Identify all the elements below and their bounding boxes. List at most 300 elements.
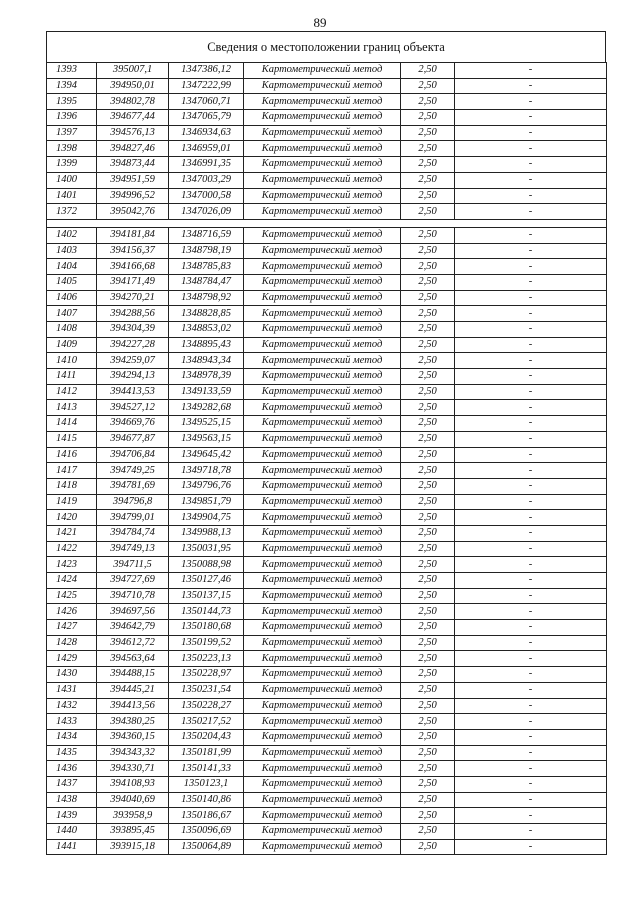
method-cell: Картометрический метод (244, 541, 401, 557)
table-row (47, 274, 607, 290)
x-coordinate-cell: 394166,68 (97, 259, 169, 275)
x-coordinate-cell: 394563,64 (97, 651, 169, 667)
x-coordinate-cell: 394951,59 (97, 172, 169, 188)
point-number-cell: 1436 (47, 761, 97, 777)
y-coordinate-cell: 1348828,85 (169, 306, 244, 322)
x-coordinate-cell: 394749,25 (97, 463, 169, 479)
y-coordinate-cell: 1350228,27 (169, 698, 244, 714)
method-cell: Картометрический метод (244, 274, 401, 290)
error-cell: 2,50 (401, 400, 455, 416)
description-cell: - (455, 808, 607, 824)
point-number-cell: 1399 (47, 157, 97, 173)
error-cell: 2,50 (401, 463, 455, 479)
method-cell: Картометрический метод (244, 698, 401, 714)
error-cell: 2,50 (401, 620, 455, 636)
table-row (47, 306, 607, 322)
x-coordinate-cell: 394227,28 (97, 337, 169, 353)
y-coordinate-cell: 1350217,52 (169, 714, 244, 730)
y-coordinate-cell: 1350140,86 (169, 792, 244, 808)
table-row (47, 94, 607, 110)
description-cell: - (455, 588, 607, 604)
error-cell: 2,50 (401, 384, 455, 400)
method-cell: Картометрический метод (244, 384, 401, 400)
y-coordinate-cell: 1349796,76 (169, 478, 244, 494)
error-cell: 2,50 (401, 259, 455, 275)
table-row (47, 525, 607, 541)
page-number: 89 (313, 15, 327, 30)
method-cell: Картометрический метод (244, 188, 401, 204)
y-coordinate-cell: 1350186,67 (169, 808, 244, 824)
y-coordinate-cell: 1349133,59 (169, 384, 244, 400)
y-coordinate-cell: 1348853,02 (169, 322, 244, 338)
description-cell: - (455, 447, 607, 463)
method-cell: Картометрический метод (244, 290, 401, 306)
method-cell: Картометрический метод (244, 227, 401, 243)
method-cell: Картометрический метод (244, 322, 401, 338)
error-cell: 2,50 (401, 729, 455, 745)
description-cell: - (455, 776, 607, 792)
point-number-cell: 1372 (47, 204, 97, 220)
table-row (47, 369, 607, 385)
point-number-cell: 1413 (47, 400, 97, 416)
x-coordinate-cell: 395042,76 (97, 204, 169, 220)
method-cell: Картометрический метод (244, 125, 401, 141)
point-number-cell: 1412 (47, 384, 97, 400)
point-number-cell: 1409 (47, 337, 97, 353)
point-number-cell: 1441 (47, 839, 97, 855)
point-number-cell: 1401 (47, 188, 97, 204)
point-number-cell: 1393 (47, 63, 97, 79)
x-coordinate-cell: 394710,78 (97, 588, 169, 604)
table-row (47, 290, 607, 306)
y-coordinate-cell: 1348716,59 (169, 227, 244, 243)
x-coordinate-cell: 394996,52 (97, 188, 169, 204)
description-cell: - (455, 274, 607, 290)
point-number-cell: 1398 (47, 141, 97, 157)
description-cell: - (455, 745, 607, 761)
method-cell: Картометрический метод (244, 337, 401, 353)
y-coordinate-cell: 1350141,33 (169, 761, 244, 777)
table-row (47, 353, 607, 369)
error-cell: 2,50 (401, 698, 455, 714)
x-coordinate-cell: 394802,78 (97, 94, 169, 110)
point-number-cell: 1432 (47, 698, 97, 714)
description-cell: - (455, 824, 607, 840)
point-number-cell: 1411 (47, 369, 97, 385)
table-row (47, 729, 607, 745)
error-cell: 2,50 (401, 635, 455, 651)
table-row (47, 204, 607, 220)
point-number-cell: 1403 (47, 243, 97, 259)
description-cell: - (455, 604, 607, 620)
y-coordinate-cell: 1347003,29 (169, 172, 244, 188)
error-cell: 2,50 (401, 494, 455, 510)
description-cell: - (455, 243, 607, 259)
point-number-cell: 1429 (47, 651, 97, 667)
description-cell: - (455, 651, 607, 667)
x-coordinate-cell: 394270,21 (97, 290, 169, 306)
x-coordinate-cell: 394445,21 (97, 682, 169, 698)
x-coordinate-cell: 393958,9 (97, 808, 169, 824)
description-cell: - (455, 141, 607, 157)
method-cell: Картометрический метод (244, 604, 401, 620)
y-coordinate-cell: 1348943,34 (169, 353, 244, 369)
y-coordinate-cell: 1348784,47 (169, 274, 244, 290)
y-coordinate-cell: 1350031,95 (169, 541, 244, 557)
x-coordinate-cell: 394304,39 (97, 322, 169, 338)
point-number-cell: 1396 (47, 110, 97, 126)
table-row (47, 172, 607, 188)
error-cell: 2,50 (401, 525, 455, 541)
description-cell: - (455, 635, 607, 651)
x-coordinate-cell: 394950,01 (97, 78, 169, 94)
table-row (47, 463, 607, 479)
description-cell: - (455, 369, 607, 385)
point-number-cell: 1420 (47, 510, 97, 526)
description-cell: - (455, 698, 607, 714)
error-cell: 2,50 (401, 172, 455, 188)
table-row (47, 698, 607, 714)
table-row (47, 141, 607, 157)
x-coordinate-cell: 394799,01 (97, 510, 169, 526)
table-row (47, 259, 607, 275)
y-coordinate-cell: 1350181,99 (169, 745, 244, 761)
x-coordinate-cell: 394677,87 (97, 431, 169, 447)
error-cell: 2,50 (401, 63, 455, 79)
method-cell: Картометрический метод (244, 792, 401, 808)
table-row (47, 667, 607, 683)
description-cell: - (455, 667, 607, 683)
description-cell: - (455, 494, 607, 510)
y-coordinate-cell: 1349904,75 (169, 510, 244, 526)
point-number-cell: 1433 (47, 714, 97, 730)
x-coordinate-cell: 394330,71 (97, 761, 169, 777)
x-coordinate-cell: 394171,49 (97, 274, 169, 290)
error-cell: 2,50 (401, 369, 455, 385)
point-number-cell: 1416 (47, 447, 97, 463)
y-coordinate-cell: 1350137,15 (169, 588, 244, 604)
table-row (47, 157, 607, 173)
table-row (47, 400, 607, 416)
x-coordinate-cell: 394727,69 (97, 573, 169, 589)
method-cell: Картометрический метод (244, 78, 401, 94)
method-cell: Картометрический метод (244, 141, 401, 157)
method-cell: Картометрический метод (244, 94, 401, 110)
table-row (47, 227, 607, 243)
description-cell: - (455, 353, 607, 369)
method-cell: Картометрический метод (244, 63, 401, 79)
description-cell: - (455, 557, 607, 573)
x-coordinate-cell: 394677,44 (97, 110, 169, 126)
point-number-cell: 1402 (47, 227, 97, 243)
error-cell: 2,50 (401, 141, 455, 157)
error-cell: 2,50 (401, 824, 455, 840)
description-cell: - (455, 463, 607, 479)
error-cell: 2,50 (401, 792, 455, 808)
error-cell: 2,50 (401, 510, 455, 526)
table-row (47, 824, 607, 840)
table-row (47, 322, 607, 338)
table-row (47, 776, 607, 792)
y-coordinate-cell: 1346959,01 (169, 141, 244, 157)
method-cell: Картометрический метод (244, 478, 401, 494)
table-row (47, 63, 607, 79)
y-coordinate-cell: 1350199,52 (169, 635, 244, 651)
point-number-cell: 1434 (47, 729, 97, 745)
table-row (47, 635, 607, 651)
point-number-cell: 1410 (47, 353, 97, 369)
method-cell: Картометрический метод (244, 761, 401, 777)
point-number-cell: 1419 (47, 494, 97, 510)
error-cell: 2,50 (401, 557, 455, 573)
x-coordinate-cell: 394576,13 (97, 125, 169, 141)
point-number-cell: 1425 (47, 588, 97, 604)
table-row (47, 337, 607, 353)
y-coordinate-cell: 1347026,09 (169, 204, 244, 220)
y-coordinate-cell: 1350088,98 (169, 557, 244, 573)
coordinates-table (46, 62, 607, 855)
method-cell: Картометрический метод (244, 157, 401, 173)
x-coordinate-cell: 394669,76 (97, 416, 169, 432)
description-cell: - (455, 227, 607, 243)
y-coordinate-cell: 1349718,78 (169, 463, 244, 479)
description-cell: - (455, 306, 607, 322)
method-cell: Картометрический метод (244, 824, 401, 840)
table-row (47, 478, 607, 494)
point-number-cell: 1400 (47, 172, 97, 188)
y-coordinate-cell: 1348798,19 (169, 243, 244, 259)
error-cell: 2,50 (401, 110, 455, 126)
description-cell: - (455, 431, 607, 447)
method-cell: Картометрический метод (244, 808, 401, 824)
point-number-cell: 1427 (47, 620, 97, 636)
point-number-cell: 1407 (47, 306, 97, 322)
table-row (47, 620, 607, 636)
y-coordinate-cell: 1347060,71 (169, 94, 244, 110)
description-cell: - (455, 172, 607, 188)
table-row (47, 447, 607, 463)
table-row (47, 604, 607, 620)
error-cell: 2,50 (401, 682, 455, 698)
description-cell: - (455, 839, 607, 855)
error-cell: 2,50 (401, 667, 455, 683)
description-cell: - (455, 157, 607, 173)
table-row (47, 510, 607, 526)
description-cell: - (455, 729, 607, 745)
y-coordinate-cell: 1349988,13 (169, 525, 244, 541)
description-cell: - (455, 478, 607, 494)
table-row (47, 125, 607, 141)
error-cell: 2,50 (401, 431, 455, 447)
point-number-cell: 1421 (47, 525, 97, 541)
y-coordinate-cell: 1350231,54 (169, 682, 244, 698)
error-cell: 2,50 (401, 745, 455, 761)
method-cell: Картометрический метод (244, 172, 401, 188)
table-row (47, 110, 607, 126)
x-coordinate-cell: 393895,45 (97, 824, 169, 840)
table-row (47, 188, 607, 204)
y-coordinate-cell: 1348895,43 (169, 337, 244, 353)
method-cell: Картометрический метод (244, 259, 401, 275)
method-cell: Картометрический метод (244, 557, 401, 573)
method-cell: Картометрический метод (244, 714, 401, 730)
point-number-cell: 1423 (47, 557, 97, 573)
x-coordinate-cell: 394749,13 (97, 541, 169, 557)
description-cell: - (455, 337, 607, 353)
table-row (47, 792, 607, 808)
description-cell: - (455, 682, 607, 698)
x-coordinate-cell: 394873,44 (97, 157, 169, 173)
point-number-cell: 1408 (47, 322, 97, 338)
table-row (47, 682, 607, 698)
method-cell: Картометрический метод (244, 667, 401, 683)
description-cell: - (455, 259, 607, 275)
point-number-cell: 1435 (47, 745, 97, 761)
method-cell: Картометрический метод (244, 588, 401, 604)
table-row (47, 808, 607, 824)
point-number-cell: 1406 (47, 290, 97, 306)
error-cell: 2,50 (401, 157, 455, 173)
error-cell: 2,50 (401, 94, 455, 110)
point-number-cell: 1431 (47, 682, 97, 698)
description-cell: - (455, 525, 607, 541)
method-cell: Картометрический метод (244, 110, 401, 126)
point-number-cell: 1422 (47, 541, 97, 557)
point-number-cell: 1418 (47, 478, 97, 494)
x-coordinate-cell: 394784,74 (97, 525, 169, 541)
table-row (47, 573, 607, 589)
description-cell: - (455, 78, 607, 94)
y-coordinate-cell: 1347000,58 (169, 188, 244, 204)
table-row (47, 494, 607, 510)
x-coordinate-cell: 393915,18 (97, 839, 169, 855)
error-cell: 2,50 (401, 761, 455, 777)
description-cell: - (455, 110, 607, 126)
y-coordinate-cell: 1347065,79 (169, 110, 244, 126)
point-number-cell: 1437 (47, 776, 97, 792)
x-coordinate-cell: 394711,5 (97, 557, 169, 573)
y-coordinate-cell: 1350228,97 (169, 667, 244, 683)
point-number-cell: 1415 (47, 431, 97, 447)
description-cell: - (455, 125, 607, 141)
point-number-cell: 1428 (47, 635, 97, 651)
method-cell: Картометрический метод (244, 353, 401, 369)
error-cell: 2,50 (401, 337, 455, 353)
boundary-sheet (46, 31, 606, 855)
y-coordinate-cell: 1350096,69 (169, 824, 244, 840)
table-row (47, 588, 607, 604)
table-row (47, 714, 607, 730)
method-cell: Картометрический метод (244, 463, 401, 479)
error-cell: 2,50 (401, 651, 455, 667)
table-row (47, 431, 607, 447)
description-cell: - (455, 541, 607, 557)
x-coordinate-cell: 394181,84 (97, 227, 169, 243)
description-cell: - (455, 188, 607, 204)
y-coordinate-cell: 1350223,13 (169, 651, 244, 667)
table-row (47, 761, 607, 777)
description-cell: - (455, 384, 607, 400)
separator-cell (47, 219, 607, 227)
x-coordinate-cell: 394108,93 (97, 776, 169, 792)
y-coordinate-cell: 1350064,89 (169, 839, 244, 855)
error-cell: 2,50 (401, 353, 455, 369)
x-coordinate-cell: 394259,07 (97, 353, 169, 369)
error-cell: 2,50 (401, 243, 455, 259)
x-coordinate-cell: 394040,69 (97, 792, 169, 808)
x-coordinate-cell: 394343,32 (97, 745, 169, 761)
x-coordinate-cell: 394697,56 (97, 604, 169, 620)
table-row (47, 78, 607, 94)
x-coordinate-cell: 394294,13 (97, 369, 169, 385)
description-cell: - (455, 322, 607, 338)
error-cell: 2,50 (401, 573, 455, 589)
method-cell: Картометрический метод (244, 573, 401, 589)
method-cell: Картометрический метод (244, 204, 401, 220)
description-cell: - (455, 400, 607, 416)
table-row (47, 243, 607, 259)
point-number-cell: 1430 (47, 667, 97, 683)
error-cell: 2,50 (401, 416, 455, 432)
method-cell: Картометрический метод (244, 306, 401, 322)
table-title: Сведения о местоположении границ объекта (46, 31, 606, 62)
point-number-cell: 1440 (47, 824, 97, 840)
x-coordinate-cell: 394413,53 (97, 384, 169, 400)
y-coordinate-cell: 1349645,42 (169, 447, 244, 463)
x-coordinate-cell: 394796,8 (97, 494, 169, 510)
point-number-cell: 1414 (47, 416, 97, 432)
description-cell: - (455, 416, 607, 432)
point-number-cell: 1426 (47, 604, 97, 620)
x-coordinate-cell: 394288,56 (97, 306, 169, 322)
table-row (47, 384, 607, 400)
error-cell: 2,50 (401, 541, 455, 557)
method-cell: Картометрический метод (244, 682, 401, 698)
point-number-cell: 1424 (47, 573, 97, 589)
point-number-cell: 1438 (47, 792, 97, 808)
method-cell: Картометрический метод (244, 243, 401, 259)
method-cell: Картометрический метод (244, 729, 401, 745)
x-coordinate-cell: 394706,84 (97, 447, 169, 463)
description-cell: - (455, 94, 607, 110)
description-cell: - (455, 714, 607, 730)
error-cell: 2,50 (401, 322, 455, 338)
y-coordinate-cell: 1347222,99 (169, 78, 244, 94)
y-coordinate-cell: 1349282,68 (169, 400, 244, 416)
description-cell: - (455, 761, 607, 777)
error-cell: 2,50 (401, 188, 455, 204)
x-coordinate-cell: 394360,15 (97, 729, 169, 745)
method-cell: Картометрический метод (244, 525, 401, 541)
error-cell: 2,50 (401, 227, 455, 243)
description-cell: - (455, 620, 607, 636)
method-cell: Картометрический метод (244, 839, 401, 855)
description-cell: - (455, 510, 607, 526)
y-coordinate-cell: 1346934,63 (169, 125, 244, 141)
error-cell: 2,50 (401, 604, 455, 620)
group-separator (47, 219, 607, 227)
x-coordinate-cell: 394413,56 (97, 698, 169, 714)
point-number-cell: 1405 (47, 274, 97, 290)
point-number-cell: 1394 (47, 78, 97, 94)
table-row (47, 541, 607, 557)
y-coordinate-cell: 1348978,39 (169, 369, 244, 385)
method-cell: Картометрический метод (244, 431, 401, 447)
y-coordinate-cell: 1350144,73 (169, 604, 244, 620)
description-cell: - (455, 573, 607, 589)
y-coordinate-cell: 1346991,35 (169, 157, 244, 173)
y-coordinate-cell: 1350123,1 (169, 776, 244, 792)
